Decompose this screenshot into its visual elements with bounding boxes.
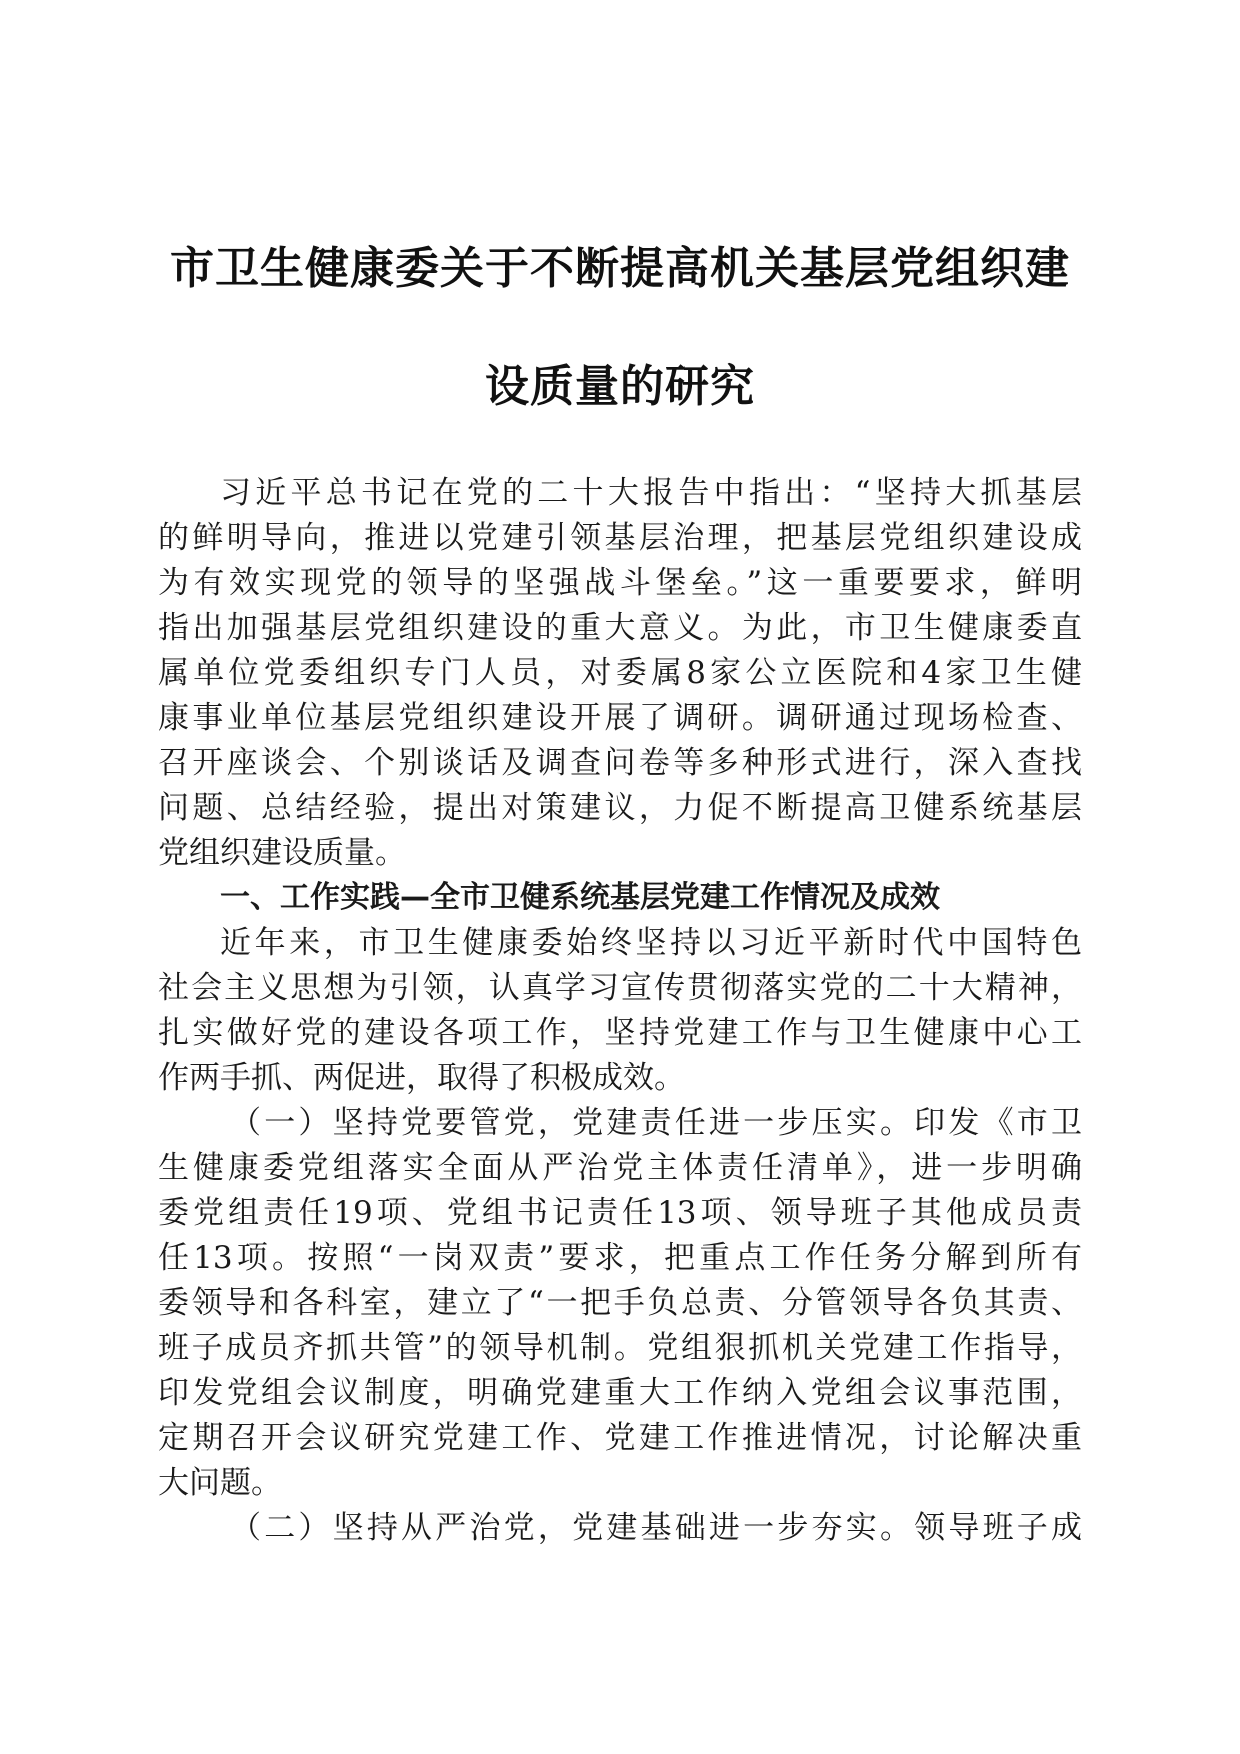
document-title-line-2: 设质量的研究 (485, 361, 755, 412)
body-text-line: 定期召开会议研究党建工作、党建工作推进情况，讨论解决重 (158, 1420, 1082, 1456)
body-text-line: 社会主义思想为引领，认真学习宣传贯彻落实党的二十大精神， (158, 970, 1082, 1006)
body-text-line: 为有效实现党的领导的坚强战斗堡垒。”这一重要要求，鲜明 (158, 565, 1082, 601)
body-text-line: 习近平总书记在党的二十大报告中指出：“坚持大抓基层 (220, 475, 1082, 511)
body-text-line: 印发党组会议制度，明确党建重大工作纳入党组会议事范围， (158, 1375, 1082, 1411)
subsection-line: （一）坚持党要管党，党建责任进一步压实。印发《市卫 (230, 1105, 1082, 1141)
body-text-line: 党组织建设质量。 (158, 835, 406, 871)
body-text-line: 生健康委党组落实全面从严治党主体责任清单》，进一步明确 (158, 1150, 1082, 1186)
body-text-line: 的鲜明导向，推进以党建引领基层治理，把基层党组织建设成 (158, 520, 1082, 556)
body-text-line: 指出加强基层党组织建设的重大意义。为此，市卫生健康委直 (158, 610, 1082, 646)
document-title-line-1: 市卫生健康委关于不断提高机关基层党组织建 (170, 243, 1070, 294)
body-text-line: 大问题。 (158, 1465, 282, 1501)
body-text-line: 作两手抓、两促进，取得了积极成效。 (158, 1060, 685, 1096)
section-heading: 一、工作实践—全市卫健系统基层党建工作情况及成效 (220, 880, 940, 915)
body-text-line: 近年来，市卫生健康委始终坚持以习近平新时代中国特色 (220, 925, 1082, 961)
subsection-line: （二）坚持从严治党，党建基础进一步夯实。领导班子成 (230, 1510, 1082, 1546)
body-text-line: 扎实做好党的建设各项工作，坚持党建工作与卫生健康中心工 (158, 1015, 1082, 1051)
body-text-line: 任13项。按照“一岗双责”要求，把重点工作任务分解到所有 (158, 1240, 1082, 1276)
body-text-line: 委领导和各科室，建立了“一把手负总责、分管领导各负其责、 (158, 1285, 1082, 1321)
body-text-line: 属单位党委组织专门人员，对委属8家公立医院和4家卫生健 (158, 655, 1082, 691)
body-text-line: 问题、总结经验，提出对策建议，力促不断提高卫健系统基层 (158, 790, 1082, 826)
body-text-line: 召开座谈会、个别谈话及调查问卷等多种形式进行，深入查找 (158, 745, 1082, 781)
body-text-line: 班子成员齐抓共管”的领导机制。党组狠抓机关党建工作指导， (158, 1330, 1082, 1366)
body-text-line: 委党组责任19项、党组书记责任13项、领导班子其他成员责 (158, 1195, 1082, 1231)
body-text-line: 康事业单位基层党组织建设开展了调研。调研通过现场检查、 (158, 700, 1082, 736)
